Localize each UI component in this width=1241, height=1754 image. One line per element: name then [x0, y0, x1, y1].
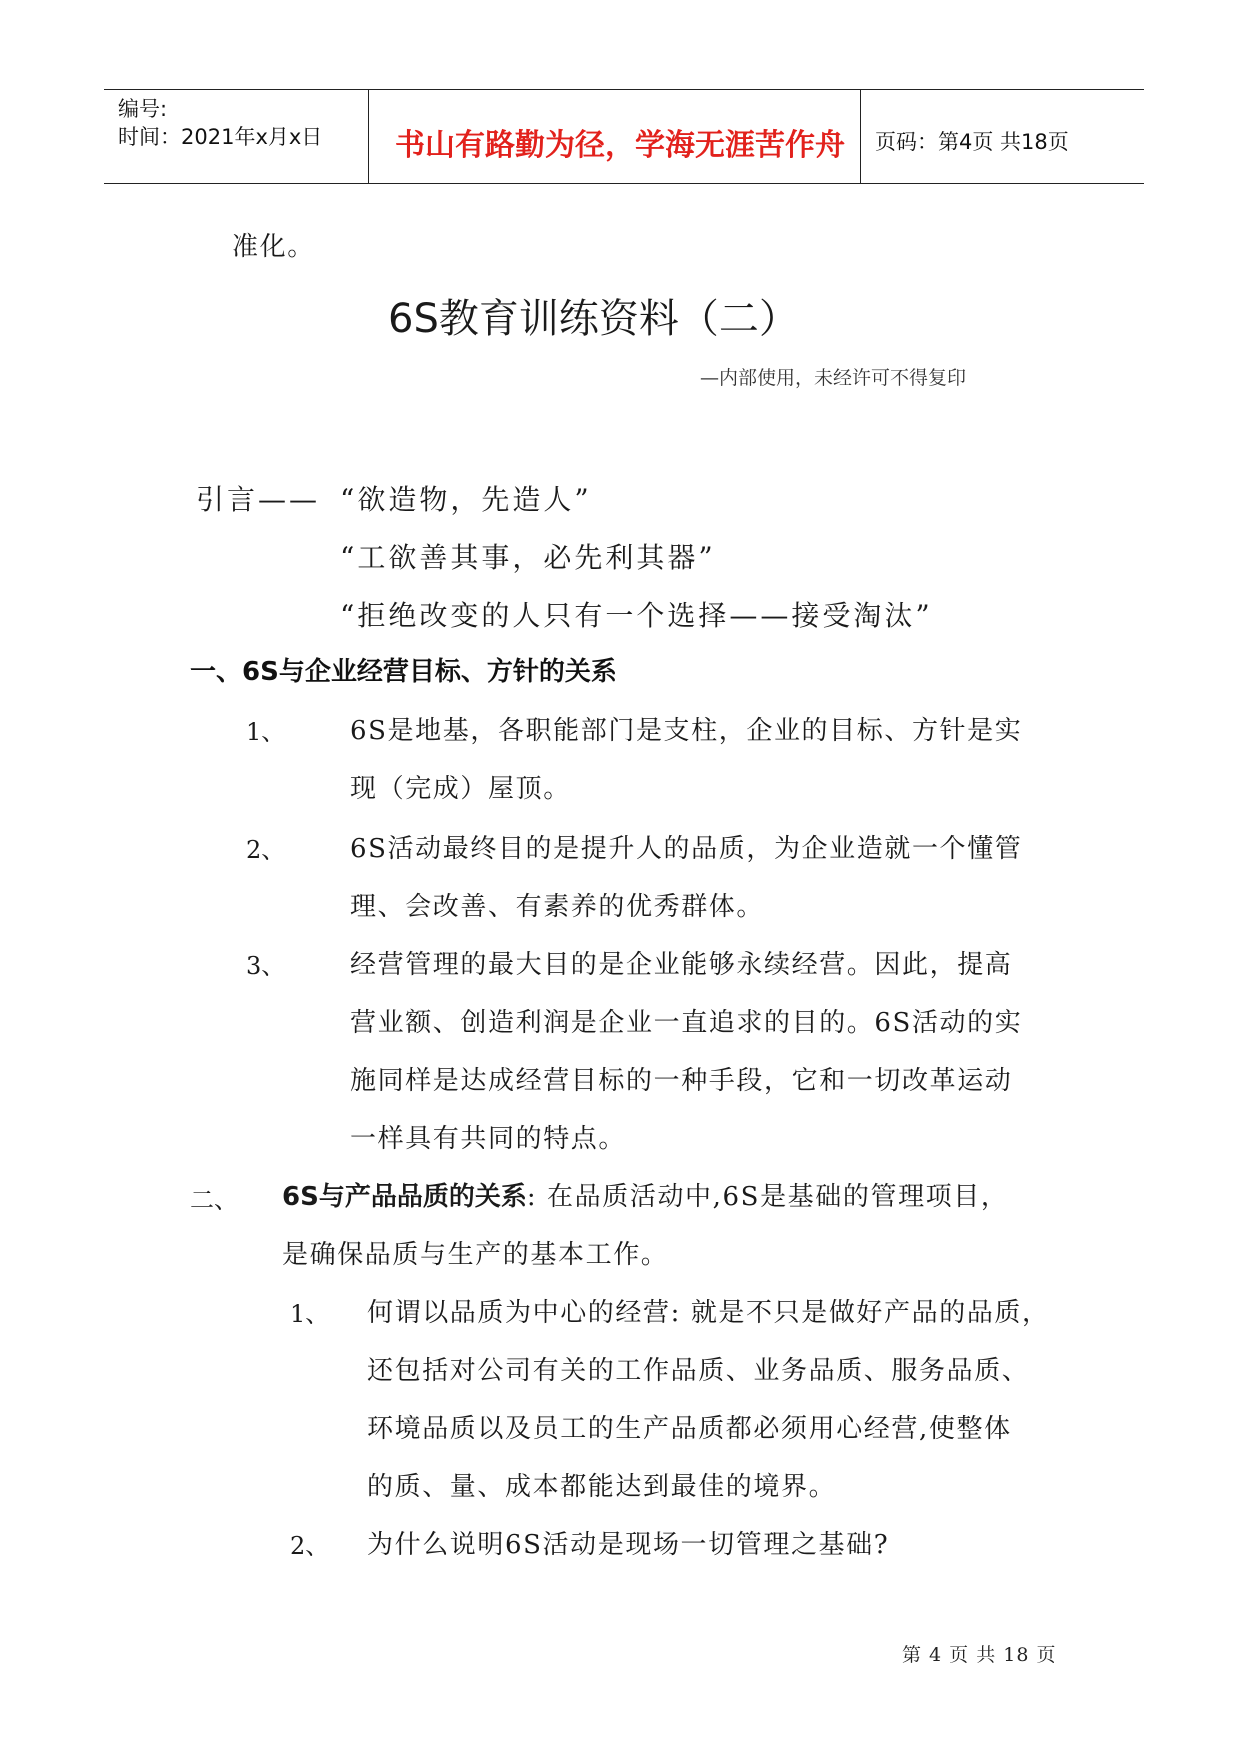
- list-number: 2、: [290, 1532, 330, 1560]
- header-bottom-rule: [104, 183, 1144, 184]
- intro-quote: “欲造物，先造人”: [340, 483, 592, 516]
- list-item-line: 6S是地基，各职能部门是支柱，企业的目标、方针是实: [350, 716, 1023, 746]
- section-lead-text: : 在品质活动中,6S是基础的管理项目，: [526, 1182, 1009, 1212]
- intro-quote: “工欲善其事，必先利其器”: [340, 541, 716, 574]
- header-divider-left: [368, 90, 369, 184]
- continuation-fragment: 准化。: [232, 232, 315, 262]
- list-item-line: 理、会改善、有素养的优秀群体。: [350, 892, 765, 922]
- list-item-line: 6S活动最终目的是提升人的品质，为企业造就一个懂管: [350, 834, 1023, 864]
- section-number: 二、: [190, 1186, 238, 1214]
- list-item-line: 现（完成）屋顶。: [350, 774, 571, 804]
- intro-label: 引言——: [196, 483, 321, 516]
- section-heading: 一、6S与企业经营目标、方针的关系: [190, 657, 617, 687]
- list-item-line: 为什么说明6S活动是现场一切管理之基础?: [367, 1530, 890, 1560]
- list-item-line: 一样具有共同的特点。: [350, 1124, 627, 1154]
- list-number: 1、: [246, 718, 286, 746]
- section-heading-inline: 6S与产品品质的关系: [282, 1182, 527, 1212]
- motto: 书山有路勤为径，学海无涯苦作舟: [395, 128, 845, 163]
- list-item-line: 的质、量、成本都能达到最佳的境界。: [367, 1472, 837, 1502]
- section-lead-line: [282, 1176, 1008, 1213]
- list-item-line: 施同样是达成经营目标的一种手段，它和一切改革运动: [350, 1066, 1013, 1096]
- list-number: 2、: [246, 836, 286, 864]
- page-footer: 第 4 页 共 18 页: [902, 1644, 1057, 1666]
- section-lead-line: 是确保品质与生产的基本工作。: [282, 1240, 669, 1270]
- list-number: 3、: [246, 952, 286, 980]
- list-item-line: 营业额、创造利润是企业一直追求的目的。6S活动的实: [350, 1008, 1023, 1038]
- list-item-line: 何谓以品质为中心的经营: 就是不只是做好产品的品质，: [367, 1298, 1050, 1328]
- list-item-line: 环境品质以及员工的生产品质都必须用心经营,使整体: [367, 1414, 1012, 1444]
- header-top-rule: [104, 89, 1144, 90]
- date-label: 时间：2021年x月x日: [118, 125, 323, 149]
- serial-number-label: 编号:: [118, 97, 168, 121]
- document-title: 6S教育训练资料（二）: [388, 296, 799, 342]
- list-number: 1、: [290, 1300, 330, 1328]
- list-item-line: 经营管理的最大目的是企业能够永续经营。因此，提高: [350, 950, 1013, 980]
- header-divider-right: [860, 90, 861, 184]
- document-subtitle: —内部使用，未经许可不得复印: [700, 367, 967, 389]
- intro-quote: “拒绝改变的人只有一个选择——接受淘汰”: [340, 599, 933, 632]
- page-number-label: 页码：第4页 共18页: [875, 130, 1069, 154]
- list-item-line: 还包括对公司有关的工作品质、业务品质、服务品质、: [367, 1356, 1030, 1386]
